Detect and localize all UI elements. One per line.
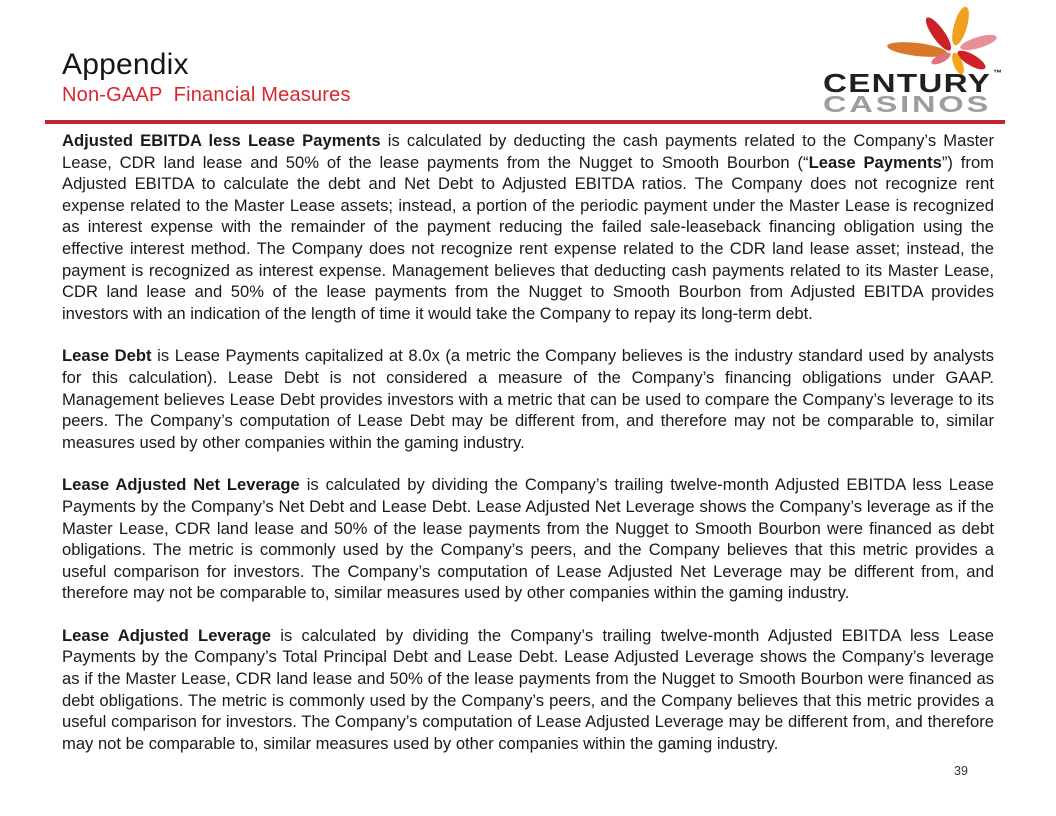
starburst-icon	[886, 5, 998, 76]
page-number: 39	[954, 764, 968, 778]
text-segment: is calculated by dividing the Company’s trailing twelve-month Adjusted EBITDA less Lease Payments by the Company’s Net Debt and Lease Debt. Lease Adjusted Net Leverage shows the Company’s leverage as if the Master Lease, CDR land lease and 50% of the lease payments from the Nugget to Smooth Bourbon were financed as debt obligations. The metric is commonly used by the Company’s peers, and the Company believes that this metric provides a useful comparison for investors. The Company’s computation of Lease Adjusted Net Leverage may be different from, and therefore may not be comparable to, similar measures used by other companies within the gaming industry.	[62, 475, 994, 603]
term-lease-adjusted-net-leverage: Lease Adjusted Net Leverage	[62, 475, 300, 495]
paragraph-lease-adjusted-leverage	[62, 625, 994, 755]
term-lease-payments: Lease Payments	[808, 152, 942, 172]
text-segment: is Lease Payments capitalized at 8.0x (a metric the Company believes is the industry standard used by analysts for this calculation). Lease Debt is not considered a measure of the Company’s financing obligations under GAAP. Management believes Lease Debt provides investors with a metric that can be used to compare the Company’s leverage to its peers. The Company’s computation of Lease Debt may be different from, and therefore may not be comparable to, similar measures used by other companies within the gaming industry.	[62, 346, 994, 452]
term-lease-debt: Lease Debt	[62, 346, 152, 366]
logo-wordmark-century: CENTURY	[823, 68, 991, 98]
paragraph-lease-debt	[62, 345, 994, 453]
body-text	[62, 130, 994, 775]
text-segment: is calculated by dividing the Company’s trailing twelve-month Adjusted EBITDA less Lease Payments by the Company’s Total Principal Debt and Lease Debt. Lease Adjusted Leverage shows the Company’s leverage as if the Master Lease, CDR land lease and 50% of the lease payments from the Nugget to Smooth Bourbon were financed as debt obligations. The metric is commonly used by the Company’s peers, and the Company believes that this metric provides a useful comparison for investors. The Company’s computation of Lease Adjusted Leverage may be different from, and therefore may not be comparable to, similar measures used by other companies within the gaming industry.	[62, 625, 994, 753]
term-lease-adjusted-leverage: Lease Adjusted Leverage	[62, 625, 271, 645]
term-adjusted-ebitda-less-lease-payments: Adjusted EBITDA less Lease Payments	[62, 131, 381, 150]
page-title: Appendix	[62, 48, 189, 81]
page-subtitle: Non-GAAP Financial Measures	[62, 84, 351, 106]
logo-graphic	[820, 4, 1015, 116]
text-segment: is calculated by deducting the cash payments related to the Company’s Master Lease, CDR land lease and 50% of the lease payments from the Nugget to Smooth Bourbon (“	[62, 131, 995, 172]
century-casinos-logo	[820, 4, 1015, 116]
logo-trademark: ™	[993, 68, 1002, 78]
logo-wordmark-casinos: CASINOS	[823, 91, 991, 116]
paragraph-adjusted-ebitda-less-lease-payments	[62, 130, 994, 324]
text-segment: ”) from Adjusted EBITDA to calculate the debt and Net Debt to Adjusted EBITDA ratios. The Company does not recognize rent expense related to the Master Lease assets; instead, a portion of the periodic payment under the Master Lease is recognized as interest expense with the remainder of the payment reducing the failed sale-leaseback financing obligation using the effective interest method. The Company does not recognize rent expense related to the CDR land lease asset; instead, the payment is recognized as interest expense. Management believes that deducting cash payments related to its Master Lease, CDR land lease and 50% of the lease payments from the Nugget to Smooth Bourbon from Adjusted EBITDA provides investors with an indication of the length of time it would take the Company to repay its long-term debt.	[62, 152, 994, 323]
paragraph-lease-adjusted-net-leverage	[62, 474, 994, 604]
header-divider	[45, 120, 1005, 124]
